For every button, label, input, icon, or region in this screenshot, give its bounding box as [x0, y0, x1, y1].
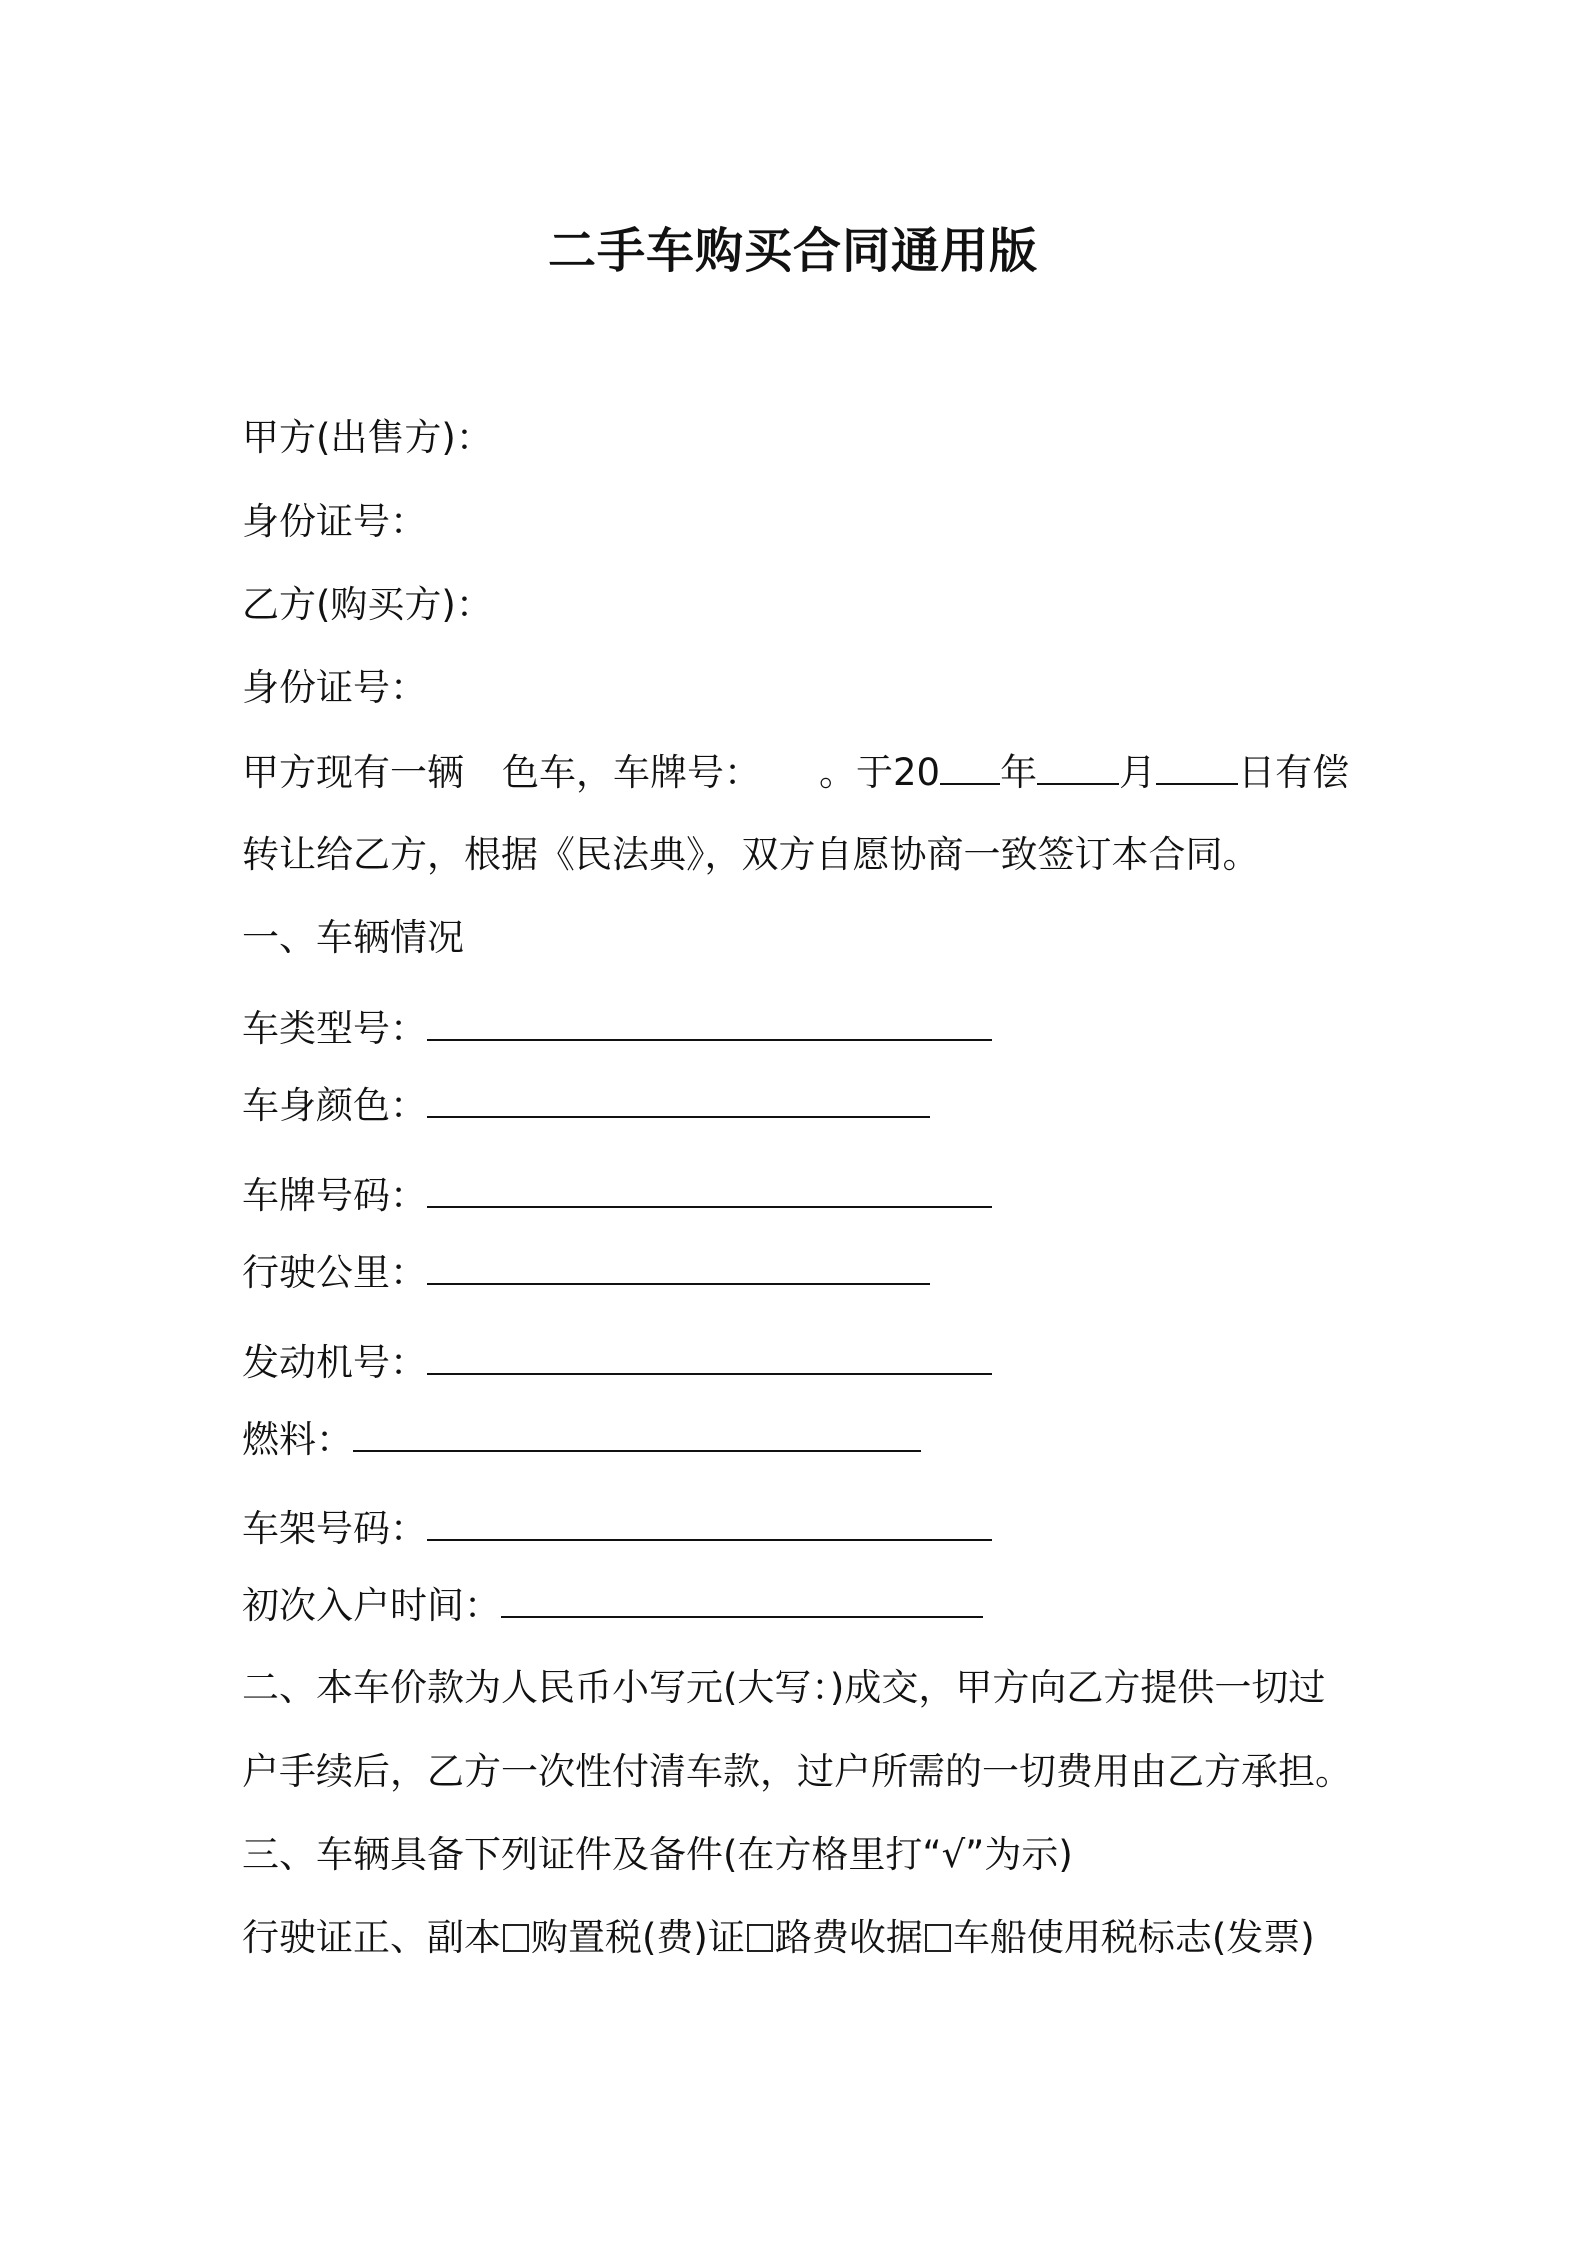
field-vehicle-model [242, 1003, 992, 1054]
intro-text-d: 年 [1000, 751, 1038, 794]
section-3-items [242, 1913, 1315, 1963]
party-a-label: 甲方(出售方)： [242, 416, 493, 459]
field-frame-number [242, 1503, 992, 1554]
field-blank [427, 1170, 992, 1208]
year-blank [940, 747, 1000, 785]
section-2-line-2: 户手续后，乙方一次性付清车款，过户所需的一切费用由乙方承担。 [242, 1750, 1352, 1793]
checkbox-toll-receipt[interactable] [747, 1924, 773, 1952]
intro-line-2: 转让给乙方，根据《民法典》，双方自愿协商一致签订本合同。 [242, 833, 1260, 876]
field-label: 车牌号码： [242, 1174, 427, 1217]
field-label: 车类型号： [242, 1007, 427, 1050]
section-3-heading: 三、车辆具备下列证件及备件(在方格里打“√”为示) [242, 1833, 1073, 1876]
party-b-id-label: 身份证号： [242, 666, 427, 709]
field-plate-number [242, 1170, 992, 1221]
field-label: 车架号码： [242, 1507, 427, 1550]
checkbox-vehicle-tax[interactable] [925, 1924, 951, 1952]
field-blank [427, 1003, 992, 1041]
month-blank [1037, 747, 1119, 785]
field-fuel [242, 1414, 921, 1465]
intro-text-b: 色车，车牌号： [502, 751, 761, 794]
party-b-label: 乙方(购买方)： [242, 583, 493, 626]
field-mileage [242, 1247, 930, 1298]
intro-line-1 [242, 747, 1349, 798]
item-purchase-tax: 购置税(费)证 [531, 1916, 745, 1959]
section-2-line-1: 二、本车价款为人民币小写元(大写：)成交，甲方向乙方提供一切过 [242, 1666, 1326, 1709]
field-label: 车身颜色： [242, 1084, 427, 1127]
field-body-color [242, 1080, 930, 1131]
day-blank [1156, 747, 1238, 785]
field-label: 初次入户时间： [242, 1584, 501, 1627]
intro-text-c: 。于20 [819, 751, 941, 794]
field-blank [427, 1503, 992, 1541]
field-label: 发动机号： [242, 1341, 427, 1384]
field-label: 行驶公里： [242, 1251, 427, 1294]
item-toll-receipt: 路费收据 [774, 1916, 923, 1959]
field-engine-number [242, 1337, 992, 1388]
field-label: 燃料： [242, 1418, 353, 1461]
party-a-id-label: 身份证号： [242, 500, 427, 543]
field-blank [501, 1580, 983, 1618]
intro-text-f: 日有偿 [1238, 751, 1350, 794]
field-blank [427, 1337, 992, 1375]
field-first-registration [242, 1580, 983, 1631]
document-title: 二手车购买合同通用版 [547, 223, 1038, 279]
checkbox-purchase-tax[interactable] [503, 1924, 529, 1952]
section-1-heading: 一、车辆情况 [242, 916, 464, 959]
field-blank [353, 1414, 921, 1452]
item-driving-license: 行驶证正、副本 [242, 1916, 501, 1959]
intro-text-e: 月 [1119, 751, 1157, 794]
field-blank [427, 1080, 930, 1118]
intro-text-a: 甲方现有一辆 [242, 751, 464, 794]
item-vehicle-tax: 车船使用税标志(发票) [952, 1916, 1315, 1959]
field-blank [427, 1247, 930, 1285]
